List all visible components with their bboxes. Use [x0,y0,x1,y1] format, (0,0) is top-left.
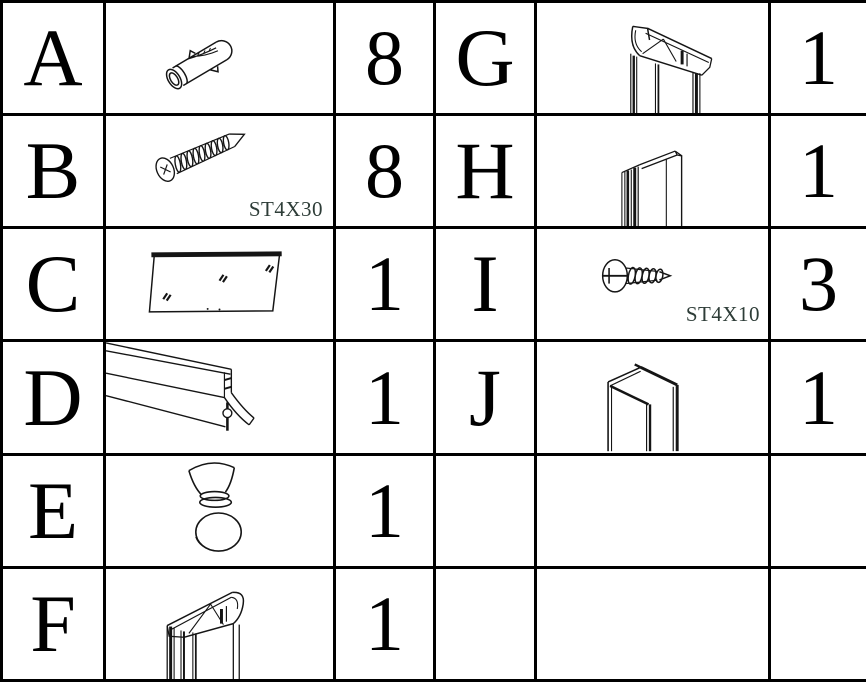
table-row [2,2,866,115]
empty-cell [770,567,866,680]
part-letter-d: D [2,341,105,454]
part-image-cell-g [536,2,770,115]
part-qty-i: 3 [770,228,866,341]
part-image-cell-b [105,115,335,228]
table-row [2,341,866,454]
empty-cell [770,454,866,567]
part-image-cell-c [105,228,335,341]
part-letter-a: A [2,2,105,115]
part-qty-b: 8 [335,115,435,228]
wall-anchor-icon [106,3,333,113]
part-qty-h: 1 [770,115,866,228]
part-qty-c: 1 [335,228,435,341]
table-row [2,567,866,680]
part-letter-g: G [435,2,536,115]
part-letter-b: B [2,115,105,228]
part-qty-e: 1 [335,454,435,567]
part-image-cell-j [536,341,770,454]
part-qty-g: 1 [770,2,866,115]
part-image-cell-h [536,115,770,228]
part-image-cell-a [105,2,335,115]
wall-profile-icon [537,3,768,113]
part-letter-h: H [435,115,536,228]
empty-cell [536,567,770,680]
empty-cell [435,567,536,680]
wall-profile-mirrored-icon [106,569,333,679]
bottom-seal-strip-icon [106,342,333,452]
part-image-cell-d [105,341,335,454]
part-letter-f: F [2,567,105,680]
part-image-cell-i [536,228,770,341]
part-letter-i: I [435,228,536,341]
part-letter-j: J [435,341,536,454]
corner-seal-strip-icon [537,116,768,226]
part-qty-j: 1 [770,341,866,454]
part-image-cell-e [105,454,335,567]
support-bar-icon [106,229,333,339]
part-qty-a: 8 [335,2,435,115]
table-row [2,454,866,567]
part-letter-c: C [2,228,105,341]
empty-cell [536,454,770,567]
part-qty-d: 1 [335,341,435,454]
part-qty-f: 1 [335,567,435,680]
part-letter-e: E [2,454,105,567]
screw-spec-label: ST4X30 [248,197,323,222]
knob-icon [106,456,333,566]
part-image-cell-f [105,567,335,680]
glass-channel-profile-icon [537,342,768,452]
screw-spec-label: ST4X10 [685,302,760,327]
table-row [2,228,866,341]
empty-cell [435,454,536,567]
table-row [2,115,866,228]
